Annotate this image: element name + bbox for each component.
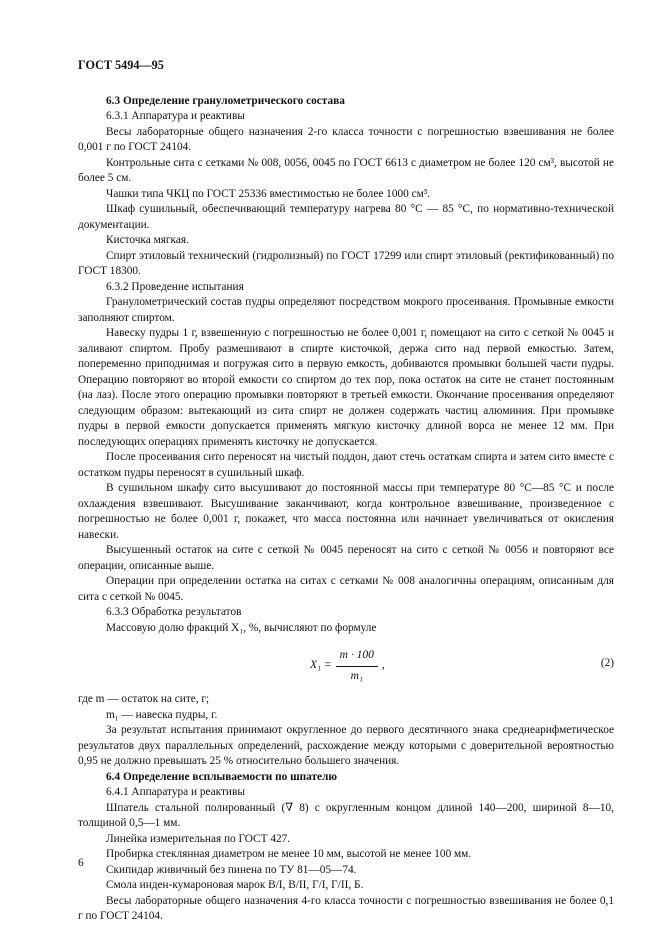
document-page xyxy=(78,58,614,925)
formula-block xyxy=(78,642,614,688)
formula-number: (2) xyxy=(600,657,614,669)
subsection-6-3-1-title: 6.3.1 Аппаратура и реактивы xyxy=(106,110,245,122)
procedure-paragraph: Операции при определении остатка на ситах с сетками № 008 аналогичны операциям, описанным для сита с сеткой № 0045. xyxy=(78,575,614,603)
equipment-item: Линейка измерительная по ГОСТ 427. xyxy=(106,832,291,845)
equipment-item: Весы лабораторные общего назначения 4-го класса точности с погрешностью взвешивания не более 0,1 г по ГОСТ 24104. xyxy=(78,894,614,922)
standard-header: ГОСТ 5494—95 xyxy=(78,58,164,72)
section-6-3-title: 6.3 Определение гранулометрического состава xyxy=(106,94,345,107)
page-number: 6 xyxy=(78,857,84,869)
calc-intro: Массовую долю фракций X₁, %, вычисляют по формуле xyxy=(106,621,377,634)
procedure-paragraph: Высушенный остаток на сите с сеткой № 0045 переносят на сито с сеткой № 0056 и повторяют все операции, описанные выше. xyxy=(78,544,614,572)
procedure-paragraph: Гранулометрический состав пудры определяют посредством мокрого просеивания. Промывные емкости заполняют спиртом. xyxy=(78,296,614,324)
equipment-item: Пробирка стеклянная диаметром не менее 10 мм, высотой не менее 100 мм. xyxy=(106,848,472,860)
formula xyxy=(310,648,385,684)
equipment-item: Шпатель стальной полированный (∇ 8) с округленным концом длиной 140—200, шириной 8—10, толщиной 0,5—1 мм. xyxy=(78,801,614,829)
subsection-6-3-3-title: 6.3.3 Обработка результатов xyxy=(106,606,242,618)
result-paragraph: За результат испытания принимают округленное до первого десятичного знака среднеарифметическое результатов двух параллельных определений, расхождение между которыми с доверительной вероятностью 0,95 не должно превышать 25 % относительно большего значения. xyxy=(78,724,614,767)
subsection-6-4-1-title: 6.4.1 Аппаратура и реактивы xyxy=(106,786,245,798)
legend-line: m₁ — навеска пудры, г. xyxy=(106,708,218,721)
legend-line: где m — остаток на сите, г; xyxy=(78,693,210,705)
procedure-paragraph: После просеивания сито переносят на чистый поддон, дают стечь остаткам спирта и затем сито вместе с остатком пудры переносят в сушильный шкаф. xyxy=(78,451,614,479)
variable-legend xyxy=(78,692,614,723)
section-6-4-title: 6.4 Определение всплываемости по шпателю xyxy=(106,770,338,783)
equipment-item: Спирт этиловый технический (гидролизный) по ГОСТ 17299 или спирт этиловый (ректификованный) по ГОСТ 18300. xyxy=(78,249,614,277)
formula-numerator: m · 100 xyxy=(336,648,378,667)
equipment-item: Чашки типа ЧКЦ по ГОСТ 25336 вместимостью не более 1000 см³. xyxy=(106,187,430,200)
formula-lhs: X₁ = xyxy=(310,659,332,672)
equipment-item: Смола инден-кумароновая марок В/I, В/II, Г/I, Г/II, Б. xyxy=(106,879,364,891)
equipment-item: Кисточка мягкая. xyxy=(106,234,189,246)
equipment-item: Скипидар живичный без пинена по ТУ 81—05—74. xyxy=(106,863,357,876)
formula-fraction xyxy=(336,648,378,684)
procedure-paragraph: Навеску пудры 1 г, взвешенную с погрешностью не более 0,001 г, помещают на сито с сеткой № 0045 и заливают спиртом. Пробу размешивают в спирте кисточкой, держа сито над первой емкостью. Затем, попеременно приподнимая и погружая сито в первую емкость, добиваются промывки большей части пудры. Операцию повторяют во второй емкости со спиртом до тех пор, пока остаток на сите не станет постоянным (на лаз). После этого операцию промывки повторяют в третьей емкости. Окончание просеивания определяют следующим образом: вытекающий из сита спирт не должен содержать частиц алюминия. При промывке пудры в первой емкости допускается применять мягкую кисточку длиной ворса не менее 12 мм. При последующих операциях применять кисточку не допускается. xyxy=(78,327,614,448)
equipment-item: Шкаф сушильный, обеспечивающий температуру нагрева 80 °С — 85 °С, по нормативно-технической документации. xyxy=(78,203,614,231)
formula-tail: , xyxy=(381,659,385,672)
subsection-6-3-2-title: 6.3.2 Проведение испытания xyxy=(106,280,244,293)
formula-denominator: m₁ xyxy=(350,669,363,682)
procedure-paragraph: В сушильном шкафу сито высушивают до постоянной массы при температуре 80 °С—85 °С и после охлаждения взвешивают. Высушивание заканчивают, когда контрольное взвешивание, произведенное с погрешностью не более 0,001 г, покажет, что масса постоянна или начинает увеличиваться от окисления навески. xyxy=(78,482,614,541)
equipment-item: Контрольные сита с сетками № 008, 0056, 0045 по ГОСТ 6613 с диаметром не более 120 см³, высотой не более 5 см. xyxy=(78,156,614,184)
equipment-item: Весы лабораторные общего назначения 2-го класса точности с погрешностью взвешивания не более 0,001 г по ГОСТ 24104. xyxy=(78,125,614,153)
